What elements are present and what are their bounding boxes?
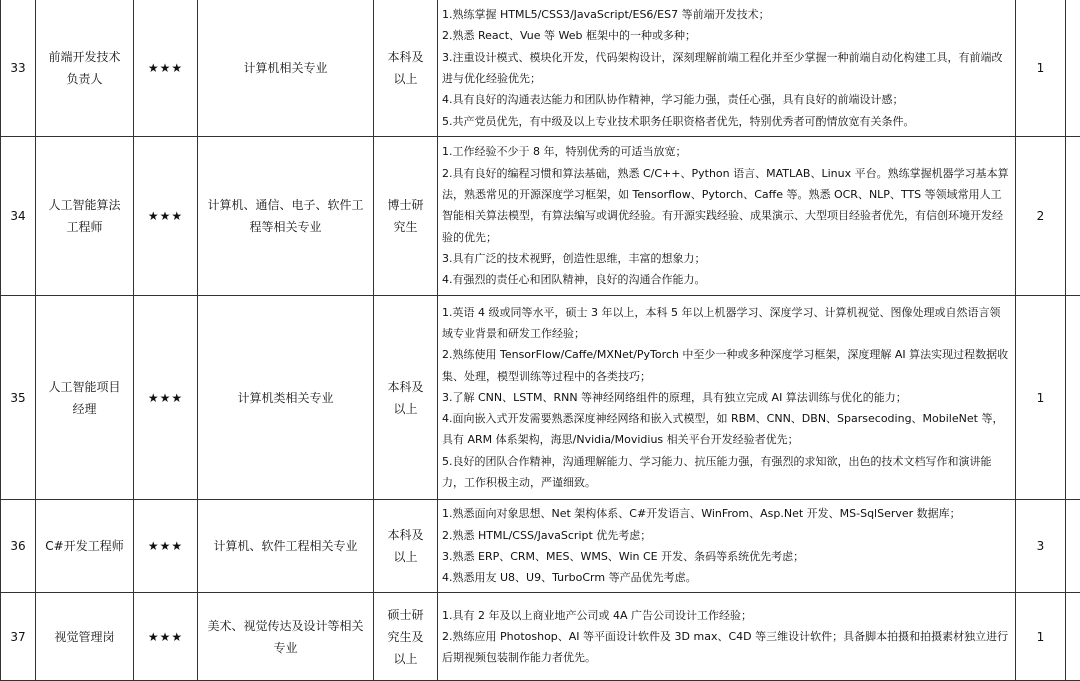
rating-stars: ★★★ [134,0,198,137]
requirement-item: 4.面向嵌入式开发需要熟悉深度神经网络和嵌入式模型，如 RBM、CNN、DBN、Sparsecoding、MobileNet 等，具有 ARM 体系架构，海思/Nvidia/Movidius 相关平台开发经验者优先； [442,408,1011,451]
rating-stars: ★★★ [134,500,198,593]
requirement-item: 1.熟练掌握 HTML5/CSS3/JavaScript/ES6/ES7 等前端开发技术； [442,4,1011,25]
row-number: 36 [1,500,36,593]
row-number: 33 [1,0,36,137]
headcount: 3 [1016,500,1066,593]
extra-column [1066,0,1080,137]
requirement-item: 3.注重设计模式、模块化开发，代码架构设计，深刻理解前端工程化并至少掌握一种前端自动化构建工具，有前端改进与优化经验优先； [442,47,1011,90]
major-requirement: 计算机、软件工程相关专业 [198,500,374,593]
requirement-item: 5.良好的团队合作精神，沟通理解能力、学习能力、抗压能力强，有强烈的求知欲，出色的技术文档写作和演讲能力，工作积极主动，严谨细致。 [442,451,1011,494]
requirement-item: 1.工作经验不少于 8 年，特别优秀的可适当放宽； [442,141,1011,162]
row-number: 37 [1,593,36,681]
requirement-item: 3.熟悉 ERP、CRM、MES、WMS、Win CE 开发、条码等系统优先考虑； [442,546,1011,567]
row-number: 35 [1,296,36,500]
position-title: 前端开发技术负责人 [36,0,134,137]
major-requirement: 计算机、通信、电子、软件工程等相关专业 [198,137,374,296]
requirements-cell [438,137,1016,296]
headcount: 1 [1016,0,1066,137]
table-row [1,0,1080,137]
education-requirement: 博士研究生 [374,137,438,296]
requirement-item: 1.具有 2 年及以上商业地产公司或 4A 广告公司设计工作经验； [442,605,1011,626]
requirement-item: 4.熟悉用友 U8、U9、TurboCrm 等产品优先考虑。 [442,567,1011,588]
requirement-item: 2.具有良好的编程习惯和算法基础，熟悉 C/C++、Python 语言、MATLAB、Linux 平台。熟练掌握机器学习基本算法，熟悉常见的开源深度学习框架，如 Tensorflow、Pytorch、Caffe 等。熟悉 OCR、NLP、TTS 等领域常用人工智能相关算法模型，有算法编写或调优经验。有开源实践经验、成果演示、大型项目经验者优先，有信创环境开发经验的优先； [442,163,1011,248]
requirements-cell [438,593,1016,681]
major-requirement: 计算机相关专业 [198,0,374,137]
headcount: 1 [1016,593,1066,681]
education-requirement: 本科及以上 [374,296,438,500]
requirements-cell [438,500,1016,593]
table-row [1,296,1080,500]
extra-column [1066,296,1080,500]
requirements-list [438,302,1015,494]
extra-column [1066,137,1080,296]
requirements-list [438,4,1015,132]
requirement-item: 2.熟悉 HTML/CSS/JavaScript 优先考虑； [442,525,1011,546]
major-requirement: 计算机类相关专业 [198,296,374,500]
requirements-cell [438,0,1016,137]
table-body [1,0,1080,681]
requirement-item: 1.熟悉面向对象思想、Net 架构体系、C#开发语言、WinFrom、Asp.Net 开发、MS-SqlServer 数据库； [442,503,1011,524]
requirement-item: 1.英语 4 级或同等水平，硕士 3 年以上，本科 5 年以上机器学习、深度学习、计算机视觉、图像处理或自然语言领域专业背景和研发工作经验； [442,302,1011,345]
table-row [1,593,1080,681]
major-requirement: 美术、视觉传达及设计等相关专业 [198,593,374,681]
extra-column [1066,500,1080,593]
extra-column [1066,593,1080,681]
position-title: 人工智能算法工程师 [36,137,134,296]
requirement-item: 5.共产党员优先，有中级及以上专业技术职务任职资格者优先，特别优秀者可酌情放宽有关条件。 [442,111,1011,132]
requirements-list [438,503,1015,588]
rating-stars: ★★★ [134,296,198,500]
position-title: 视觉管理岗 [36,593,134,681]
education-requirement: 硕士研究生及以上 [374,593,438,681]
headcount: 1 [1016,296,1066,500]
row-number: 34 [1,137,36,296]
table-row [1,137,1080,296]
education-requirement: 本科及以上 [374,500,438,593]
requirements-cell [438,296,1016,500]
rating-stars: ★★★ [134,137,198,296]
headcount: 2 [1016,137,1066,296]
requirements-list [438,141,1015,290]
rating-stars: ★★★ [134,593,198,681]
requirement-item: 4.有强烈的责任心和团队精神，良好的沟通合作能力。 [442,269,1011,290]
requirements-list [438,605,1015,669]
table-row [1,500,1080,593]
position-title: 人工智能项目经理 [36,296,134,500]
requirement-item: 3.了解 CNN、LSTM、RNN 等神经网络组件的原理，具有独立完成 AI 算法训练与优化的能力； [442,387,1011,408]
position-title: C#开发工程师 [36,500,134,593]
requirement-item: 2.熟练应用 Photoshop、AI 等平面设计软件及 3D max、C4D 等三维设计软件；具备脚本拍摄和拍摄素材独立进行后期视频包装制作能力者优先。 [442,626,1011,669]
requirement-item: 3.具有广泛的技术视野，创造性思维，丰富的想象力； [442,248,1011,269]
requirement-item: 2.熟悉 React、Vue 等 Web 框架中的一种或多种； [442,25,1011,46]
education-requirement: 本科及以上 [374,0,438,137]
requirement-item: 4.具有良好的沟通表达能力和团队协作精神，学习能力强，责任心强，具有良好的前端设计感； [442,89,1011,110]
requirement-item: 2.熟练使用 TensorFlow/Caffe/MXNet/PyTorch 中至少一种或多种深度学习框架，深度理解 AI 算法实现过程数据收集、处理，模型训练等过程中的各类技巧； [442,344,1011,387]
